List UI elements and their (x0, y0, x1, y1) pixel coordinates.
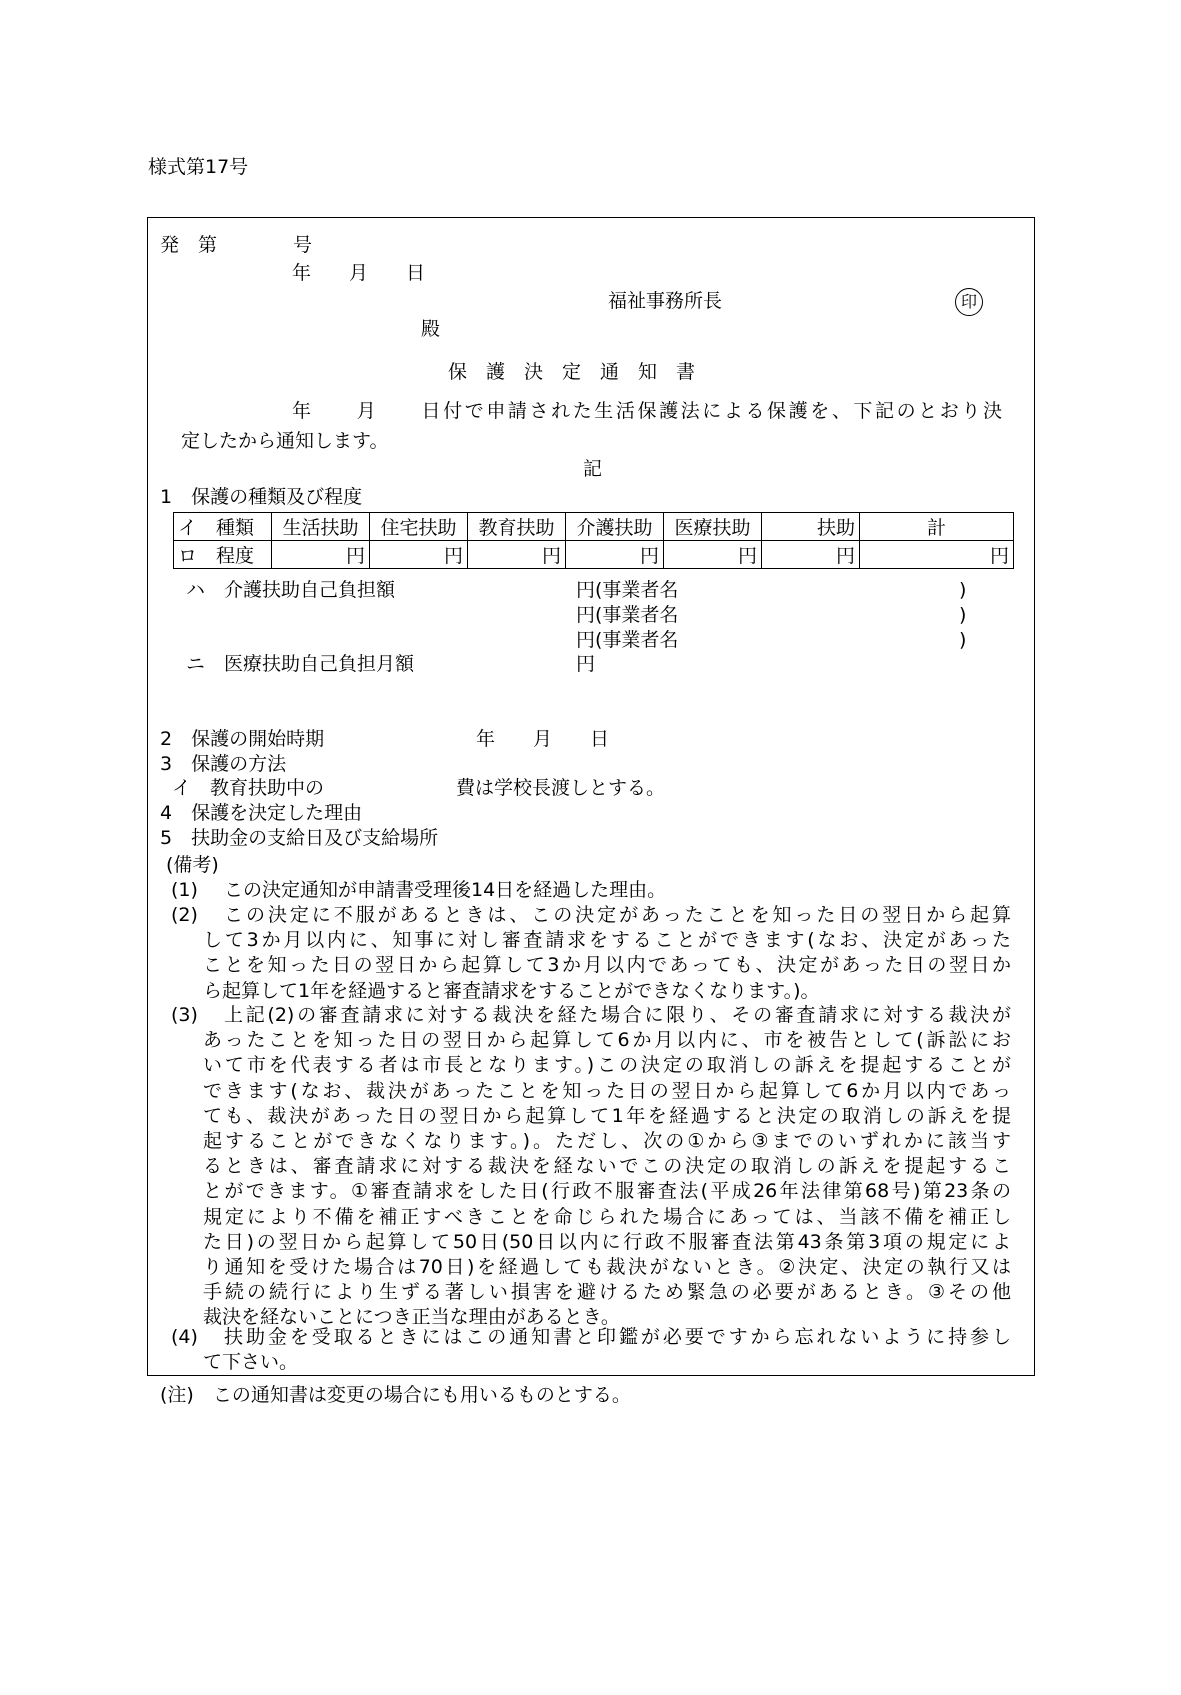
remark-line: この決定に不服があるときは、この決定があったことを知った日の翌日から起算 (224, 904, 1011, 926)
table-cell: 円 (272, 541, 370, 569)
care-copay-line: 円(事業者名 (576, 629, 679, 651)
ki-label: 記 (583, 458, 603, 480)
remark-number: (1) (171, 879, 198, 901)
table-cell: 生活扶助 (272, 513, 370, 541)
remark-line: 裁決を経ないことにつき正当な理由があるとき。 (203, 1306, 620, 1329)
section3-item-rest: 費は学校長渡しとする。 (456, 777, 666, 799)
intro-line: 年 月 日付で申請された生活保護法による保護を、下記のとおり決 (292, 400, 1002, 422)
care-copay-line: 円(事業者名 (576, 579, 679, 601)
remark-line: た日)の翌日から起算して50日(50日以内に行政不服審査法第43条第3項の規定によ (203, 1230, 1011, 1253)
remark-line: ことを知った日の翌日から起算して3か月以内であっても、決定があった日の翌日か (203, 954, 1011, 977)
medical-copay-label: ニ 医療扶助自己負担月額 (186, 653, 415, 675)
section5-label: 5 扶助金の支給日及び支給場所 (160, 827, 439, 849)
remark-number: (3) (171, 1004, 198, 1026)
remark-number: (4) (171, 1326, 198, 1348)
table-row (174, 513, 1014, 541)
care-copay-label: ハ 介護扶助自己負担額 (186, 579, 396, 601)
remark-line: いて市を代表する者は市長となります。)この決定の取消しの訴えを提起することが (203, 1054, 1011, 1077)
issue-number: 発 第 号 (160, 234, 313, 256)
remark-line: 扶助金を受取るときにはこの通知書と印鑑が必要ですから忘れないように持参し (224, 1326, 1011, 1348)
table-cell: イ 種類 (174, 513, 272, 541)
page-title: 保 護 決 定 通 知 書 (448, 361, 696, 383)
remark-line: 手続の続行により生ずる著しい損害を避けるため緊急の必要があるとき。③その他 (203, 1281, 1011, 1304)
table-row (174, 541, 1014, 569)
remark-line: るときは、審査請求に対する裁決を経ないでこの決定の取消しの訴えを提起するこ (203, 1155, 1011, 1178)
table-cell: 円 (468, 541, 566, 569)
table-cell: 円 (566, 541, 664, 569)
table-cell: 介護扶助 (566, 513, 664, 541)
table-cell: 円 (664, 541, 762, 569)
table-cell: 円 (762, 541, 860, 569)
section2-label: 2 保護の開始時期 (160, 728, 325, 750)
table-cell: ロ 程度 (174, 541, 272, 569)
care-copay-line: 円(事業者名 (576, 604, 679, 626)
section3-item: イ 教育扶助中の (172, 777, 325, 799)
remark-line: して3か月以内に、知事に対し審査請求をすることができます(なお、決定があった (203, 929, 1011, 952)
medical-copay-value: 円 (576, 653, 596, 675)
addressee: 殿 (421, 318, 441, 340)
table-cell: 扶助 (762, 513, 860, 541)
section1-heading: 1 保護の種類及び程度 (160, 486, 363, 508)
table-cell: 計 (860, 513, 1014, 541)
seal-mark: 印 (955, 288, 983, 316)
remark-line: とができます。①審査請求をした日(行政不服審査法(平成26年法律第68号)第23条の (203, 1180, 1011, 1203)
table-cell: 医療扶助 (664, 513, 762, 541)
section3-label: 3 保護の方法 (160, 753, 287, 775)
remark-line: この決定通知が申請書受理後14日を経過した理由。 (224, 879, 667, 901)
table-cell: 住宅扶助 (370, 513, 468, 541)
section2-date: 年 月 日 (476, 728, 610, 750)
paren-close: ) (959, 629, 967, 651)
form-number: 様式第17号 (148, 156, 249, 178)
remark-line: あったことを知った日の翌日から起算して6か月以内に、市を被告として(訴訟にお (203, 1029, 1011, 1052)
section4-label: 4 保護を決定した理由 (160, 802, 363, 824)
remark-line: り通知を受けた場合は70日)を経過しても裁決がないとき。②決定、決定の執行又は (203, 1256, 1011, 1278)
remark-number: (2) (171, 904, 198, 926)
table-cell: 教育扶助 (468, 513, 566, 541)
paren-close: ) (959, 579, 967, 601)
remark-line: ても、裁決があった日の翌日から起算して1年を経過すると決定の取消しの訴えを提 (203, 1104, 1011, 1127)
remark-line: できます(なお、裁決があったことを知った日の翌日から起算して6か月以内であっ (203, 1079, 1011, 1102)
footnote: (注) この通知書は変更の場合にも用いるものとする。 (160, 1384, 631, 1406)
remarks-heading: (備考) (166, 854, 219, 876)
paren-close: ) (959, 604, 967, 626)
issue-date: 年 月 日 (292, 262, 426, 284)
office-name: 福祉事務所長 (608, 290, 723, 312)
assistance-table (173, 512, 1014, 569)
remark-line: 規定により不備を補正すべきことを命じられた場合にあっては、当該不備を補正し (203, 1205, 1011, 1228)
remark-line: ら起算して1年を経過すると審査請求をすることができなくなります。)。 (203, 979, 820, 1002)
intro-line: 定したから通知します。 (181, 430, 389, 452)
table-cell: 円 (860, 541, 1014, 569)
remark-line: て下さい。 (203, 1351, 299, 1374)
remark-line: 上記(2)の審査請求に対する裁決を経た場合に限り、その審査請求に対する裁決が (224, 1004, 1011, 1026)
remark-line: 起することができなくなります。)。ただし、次の①から③までのいずれかに該当す (203, 1130, 1011, 1152)
table-cell: 円 (370, 541, 468, 569)
